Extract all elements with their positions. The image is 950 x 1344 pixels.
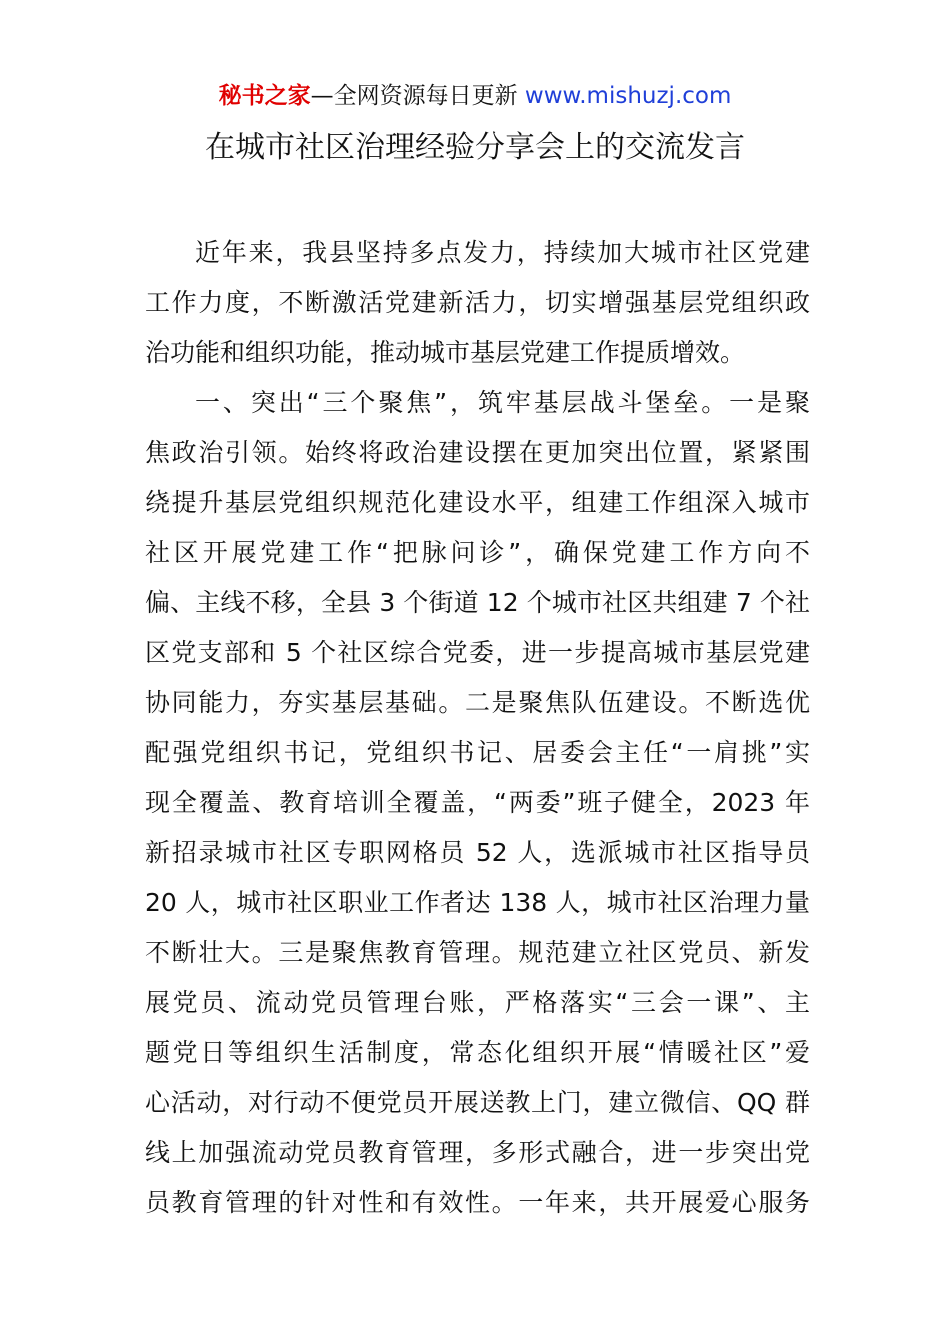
body-line: 线上加强流动党员教育管理，多形式融合，进一步突出党 <box>145 1138 810 1167</box>
body-line: 20 人，城市社区职业工作者达 138 人，城市社区治理力量 <box>145 888 810 917</box>
body-line: 绕提升基层党组织规范化建设水平，组建工作组深入城市 <box>145 488 810 517</box>
body-line: 心活动，对行动不便党员开展送教上门，建立微信、QQ 群 <box>145 1088 810 1117</box>
document-body <box>145 228 810 1228</box>
body-line: 工作力度，不断激活党建新活力，切实增强基层党组织政 <box>145 288 810 317</box>
body-line: 焦政治引领。始终将政治建设摆在更加突出位置，紧紧围 <box>145 438 810 467</box>
header-tagline: —全网资源每日更新 <box>310 83 518 109</box>
body-line: 近年来，我县坚持多点发力，持续加大城市社区党建 <box>195 238 810 267</box>
body-line: 展党员、流动党员管理台账，严格落实“三会一课”、主 <box>145 988 810 1017</box>
body-line: 偏、主线不移，全县 3 个街道 12 个城市社区共组建 7 个社 <box>145 588 810 617</box>
body-line: 区党支部和 5 个社区综合党委，进一步提高城市基层党建 <box>145 638 810 667</box>
body-line: 现全覆盖、教育培训全覆盖，“两委”班子健全，2023 年 <box>145 788 810 817</box>
brand-name: 秘书之家 <box>218 83 311 109</box>
body-line: 治功能和组织功能，推动城市基层党建工作提质增效。 <box>145 338 746 367</box>
body-line: 不断壮大。三是聚焦教育管理。规范建立社区党员、新发 <box>145 938 810 967</box>
body-line: 员教育管理的针对性和有效性。一年来，共开展爱心服务 <box>145 1188 810 1217</box>
body-line: 协同能力，夯实基层基础。二是聚焦队伍建设。不断选优 <box>145 688 810 717</box>
document-title: 在城市社区治理经验分享会上的交流发言 <box>205 130 745 165</box>
body-line: 题党日等组织生活制度，常态化组织开展“情暖社区”爱 <box>145 1038 810 1067</box>
body-line: 新招录城市社区专职网格员 52 人，选派城市社区指导员 <box>145 838 810 867</box>
site-header <box>0 80 950 112</box>
site-url[interactable]: www.mishuzj.com <box>524 83 732 109</box>
body-line: 社区开展党建工作“把脉问诊”，确保党建工作方向不 <box>145 538 810 567</box>
body-line: 配强党组织书记，党组织书记、居委会主任“一肩挑”实 <box>145 738 810 767</box>
body-line: 一、突出“三个聚焦”，筑牢基层战斗堡垒。一是聚 <box>195 388 810 417</box>
